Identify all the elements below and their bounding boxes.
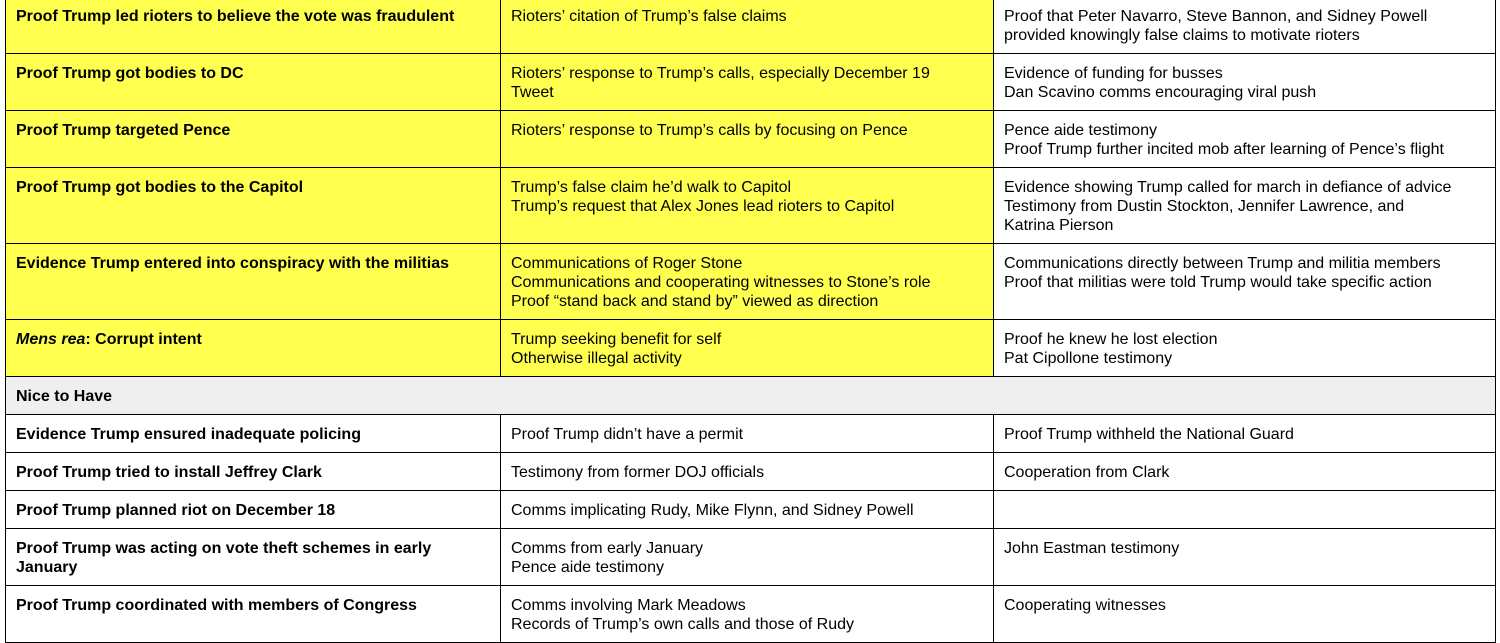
evidence-needed-line: Proof Trump withheld the National Guard (1004, 426, 1294, 443)
evidence-needed-line: Testimony from Dustin Stockton, Jennifer Lawrence, and (1004, 198, 1405, 215)
evidence-needed-line: Proof that Peter Navarro, Steve Bannon, and Sidney Powell (1004, 8, 1428, 25)
evidence-have-cell (501, 244, 994, 320)
evidence-needed-line: provided knowingly false claims to motivate rioters (1004, 27, 1360, 44)
evidence-have-cell (501, 111, 994, 168)
evidence-have-line: Otherwise illegal activity (511, 350, 682, 367)
evidence-needed-cell (994, 453, 1496, 491)
requirement-text: Proof Trump was acting on vote theft schemes in early January (16, 540, 432, 576)
evidence-needed-line: Evidence of funding for busses (1004, 65, 1223, 82)
evidence-have-cell (501, 168, 994, 244)
evidence-have-line: Proof “stand back and stand by” viewed as direction (511, 293, 879, 310)
evidence-have-line: Proof Trump didn’t have a permit (511, 426, 744, 443)
table-row (6, 320, 1496, 377)
requirement-cell (6, 111, 501, 168)
requirement-cell (6, 244, 501, 320)
evidence-table-body (6, 0, 1496, 643)
table-row (6, 54, 1496, 111)
evidence-have-line: Communications of Roger Stone (511, 255, 743, 272)
evidence-needed-cell (994, 244, 1496, 320)
table-row (6, 453, 1496, 491)
evidence-needed-line: Pat Cipollone testimony (1004, 350, 1173, 367)
requirement-text: Proof Trump coordinated with members of Congress (16, 597, 417, 614)
evidence-needed-line: Cooperating witnesses (1004, 597, 1166, 614)
requirement-cell (6, 586, 501, 643)
evidence-have-line: Comms involving Mark Meadows (511, 597, 746, 614)
table-row (6, 0, 1496, 54)
requirement-text: Evidence Trump ensured inadequate policing (16, 426, 361, 443)
requirement-text: Proof Trump targeted Pence (16, 122, 231, 139)
table-row (6, 529, 1496, 586)
evidence-have-cell (501, 586, 994, 643)
section-header: Nice to Have (6, 377, 1496, 415)
evidence-needed-line: Evidence showing Trump called for march in defiance of advice (1004, 179, 1452, 196)
requirement-text: Proof Trump got bodies to DC (16, 65, 244, 82)
evidence-needed-line: Pence aide testimony (1004, 122, 1157, 139)
evidence-needed-line: Dan Scavino comms encouraging viral push (1004, 84, 1317, 101)
evidence-needed-line: Proof that militias were told Trump would take specific action (1004, 274, 1432, 291)
evidence-needed-cell (994, 586, 1496, 643)
evidence-have-cell (501, 320, 994, 377)
evidence-have-line: Rioters’ response to Trump’s calls, especially December 19 (511, 65, 930, 82)
evidence-have-cell (501, 0, 994, 54)
evidence-have-line: Testimony from former DOJ officials (511, 464, 765, 481)
mens-rea-label-rest: : Corrupt intent (85, 331, 202, 348)
table-row (6, 244, 1496, 320)
evidence-needed-cell (994, 529, 1496, 586)
requirement-text: Proof Trump led rioters to believe the vote was fraudulent (16, 8, 455, 25)
evidence-have-line: Comms from early January (511, 540, 704, 557)
evidence-needed-line: Proof he knew he lost election (1004, 331, 1218, 348)
evidence-have-line: Trump’s false claim he’d walk to Capitol (511, 179, 792, 196)
evidence-have-line: Comms implicating Rudy, Mike Flynn, and Sidney Powell (511, 502, 914, 519)
requirement-text: Proof Trump planned riot on December 18 (16, 502, 336, 519)
evidence-have-line: Communications and cooperating witnesses to Stone’s role (511, 274, 931, 291)
evidence-have-line: Pence aide testimony (511, 559, 664, 576)
evidence-have-line: Rioters’ response to Trump’s calls by focusing on Pence (511, 122, 908, 139)
evidence-have-line: Records of Trump’s own calls and those of Rudy (511, 616, 854, 633)
evidence-have-line: Trump seeking benefit for self (511, 331, 722, 348)
evidence-needed-line: John Eastman testimony (1004, 540, 1180, 557)
requirement-cell (6, 491, 501, 529)
requirement-cell (6, 415, 501, 453)
table-row (6, 111, 1496, 168)
evidence-have-cell (501, 415, 994, 453)
evidence-needed-cell (994, 54, 1496, 111)
evidence-have-line: Rioters’ citation of Trump’s false claims (511, 8, 787, 25)
requirement-cell (6, 529, 501, 586)
evidence-have-cell (501, 491, 994, 529)
requirement-text: Proof Trump got bodies to the Capitol (16, 179, 304, 196)
requirement-cell (6, 320, 501, 377)
requirement-text: Evidence Trump entered into conspiracy with the militias (16, 255, 449, 272)
evidence-needed-cell (994, 0, 1496, 54)
table-row (6, 491, 1496, 529)
table-row (6, 415, 1496, 453)
requirement-cell (6, 54, 501, 111)
mens-rea-label: Mens rea (16, 331, 86, 348)
requirement-cell (6, 0, 501, 54)
evidence-have-cell (501, 54, 994, 111)
table-row (6, 168, 1496, 244)
evidence-have-cell (501, 453, 994, 491)
requirement-cell (6, 168, 501, 244)
evidence-needed-cell (994, 320, 1496, 377)
evidence-have-cell (501, 529, 994, 586)
evidence-needed-line: Cooperation from Clark (1004, 464, 1170, 481)
requirement-cell (6, 453, 501, 491)
evidence-needed-cell (994, 168, 1496, 244)
evidence-needed-line: Katrina Pierson (1004, 217, 1114, 234)
evidence-needed-line: Proof Trump further incited mob after learning of Pence’s flight (1004, 141, 1444, 158)
evidence-have-line: Trump’s request that Alex Jones lead rioters to Capitol (511, 198, 895, 215)
evidence-needed-cell (994, 111, 1496, 168)
evidence-needed-cell (994, 491, 1496, 529)
evidence-needed-line: Communications directly between Trump and militia members (1004, 255, 1441, 272)
evidence-have-line: Tweet (511, 84, 554, 101)
table-row (6, 586, 1496, 643)
requirement-text: Proof Trump tried to install Jeffrey Clark (16, 464, 322, 481)
section-header-row (6, 377, 1496, 415)
evidence-table (5, 0, 1496, 643)
evidence-needed-cell (994, 415, 1496, 453)
